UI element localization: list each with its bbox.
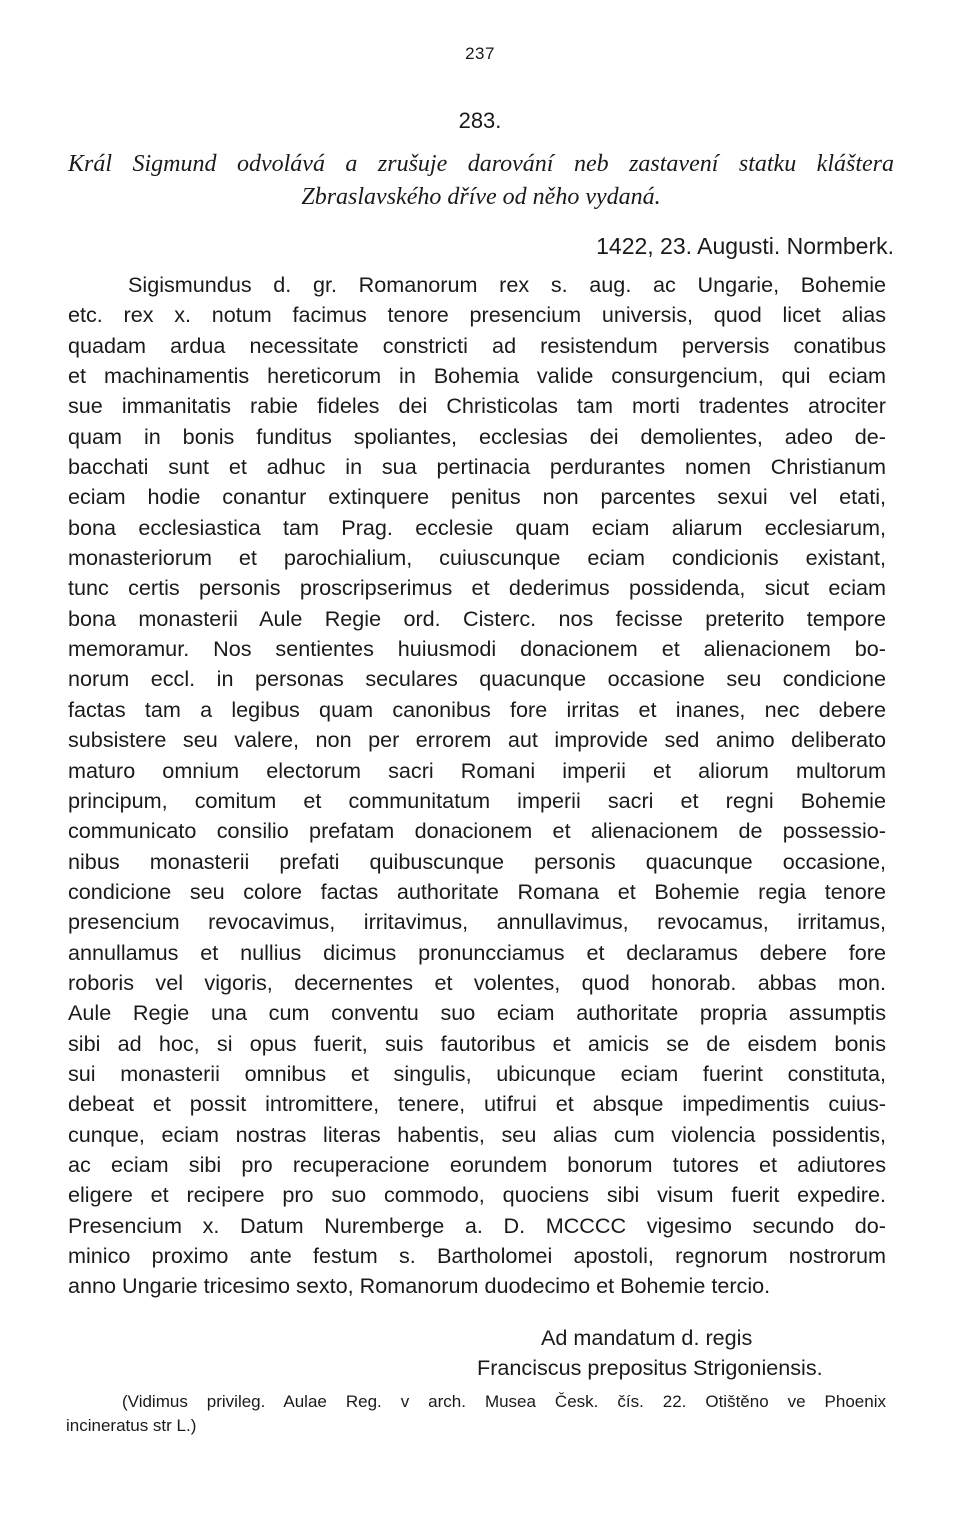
body-line: memoramur. Nos sentientes huiusmodi donacionem et alienacionem bo-	[68, 636, 886, 662]
body-line: norum eccl. in personas seculares quacunque occasione seu condicione	[68, 666, 886, 692]
body-line: maturo omnium electorum sacri Romani imperii et aliorum multorum	[68, 757, 886, 783]
body-line: ac eciam sibi pro recuperacione eorundem bonorum tutores et adiutores	[68, 1151, 886, 1177]
body-line: et machinamentis hereticorum in Bohemia valide consurgencium, qui eciam	[68, 363, 886, 389]
body-line: sue immanitatis rabie fideles dei Christicolas tam morti tradentes atrociter	[68, 393, 886, 419]
signature-line: Ad mandatum d. regis	[541, 1325, 753, 1350]
body-line: eciam hodie conantur extinquere penitus non parcentes sexui vel etati,	[68, 484, 886, 510]
body-line: Sigismundus d. gr. Romanorum rex s. aug. ac Ungarie, Bohemie	[128, 272, 886, 297]
body-line: condicione seu colore factas authoritate Romana et Bohemie regia tenore	[68, 878, 886, 904]
body-line: anno Ungarie tricesimo sexto, Romanorum duodecimo et Bohemie tercio.	[68, 1273, 771, 1299]
body-line: Presencium x. Datum Nuremberge a. D. MCCCC vigesimo secundo do-	[68, 1212, 886, 1238]
footnote-line: (Vidimus privileg. Aulae Reg. v arch. Musea Česk. čís. 22. Otištěno ve Phoenix	[122, 1392, 886, 1411]
body-line: quam in bonis funditus spoliantes, ecclesias dei demolientes, adeo de-	[68, 423, 886, 449]
body-line: cunque, eciam nostras literas habentis, seu alias cum violencia possidentis,	[68, 1121, 886, 1147]
body-line: etc. rex x. notum facimus tenore presencium universis, quod licet alias	[68, 302, 886, 328]
document-heading	[68, 148, 894, 214]
source-footnote	[66, 1390, 886, 1438]
body-line: debeat et possit intromittere, tenere, utifrui et absque impedimentis cuius-	[68, 1091, 886, 1117]
dateline: 1422, 23. Augusti. Normberk.	[596, 233, 894, 259]
document-body	[68, 270, 886, 1302]
footnote-line: incineratus str L.)	[66, 1416, 197, 1435]
page-number: 237	[465, 44, 495, 63]
body-line: principum, comitum et communitatum imperii sacri et regni Bohemie	[68, 787, 886, 813]
signature-line: Franciscus prepositus Strigoniensis.	[477, 1355, 823, 1380]
body-line: bona ecclesiastica tam Prag. ecclesie quam eciam aliarum ecclesiarum,	[68, 514, 886, 540]
body-line: sui monasterii omnibus et singulis, ubicunque eciam fuerint constituta,	[68, 1060, 886, 1086]
body-line: minico proximo ante festum s. Bartholomei apostoli, regnorum nostrorum	[68, 1243, 886, 1268]
body-line: subsistere seu valere, non per errorem aut improvide sed animo deliberato	[68, 727, 886, 753]
body-line: presencium revocavimus, irritavimus, annullavimus, revocamus, irritamus,	[68, 909, 886, 935]
body-line: bona monasterii Aule Regie ord. Cisterc. nos fecisse preterito tempore	[68, 605, 886, 631]
body-line: factas tam a legibus quam canonibus fore irritas et inanes, nec debere	[68, 696, 886, 722]
body-line: nibus monasterii prefati quibuscunque personis quacunque occasione,	[68, 848, 886, 874]
heading-line: Král Sigmund odvolává a zrušuje darování neb zastavení statku kláštera	[68, 151, 894, 177]
body-line: bacchati sunt et adhuc in sua pertinacia perdurantes nomen Christianum	[68, 454, 886, 480]
body-line: annullamus et nullius dicimus pronuncciamus et declaramus debere fore	[68, 939, 886, 965]
body-line: sibi ad hoc, si opus fuerit, suis fautoribus et amicis se de eisdem bonis	[68, 1030, 886, 1056]
body-line: quadam ardua necessitate constricti ad resistendum perversis conatibus	[68, 332, 886, 358]
body-line: tunc certis personis proscripserimus et dederimus possidenda, sicut eciam	[68, 575, 886, 601]
body-line: monasteriorum et parochialium, cuiuscunque eciam condicionis existant,	[68, 545, 886, 571]
body-line: communicato consilio prefatam donacionem et alienacionem de possessio-	[68, 818, 886, 844]
body-line: Aule Regie una cum conventu suo eciam authoritate propria assumptis	[68, 1000, 886, 1026]
heading-line: Zbraslavského dříve od něho vydaná.	[301, 184, 661, 210]
body-line: eligere et recipere pro suo commodo, quociens sibi visum fuerit expedire.	[68, 1182, 886, 1208]
document-number: 283.	[458, 108, 502, 133]
body-line: roboris vel vigoris, decernentes et volentes, quod honorab. abbas mon.	[68, 969, 886, 995]
